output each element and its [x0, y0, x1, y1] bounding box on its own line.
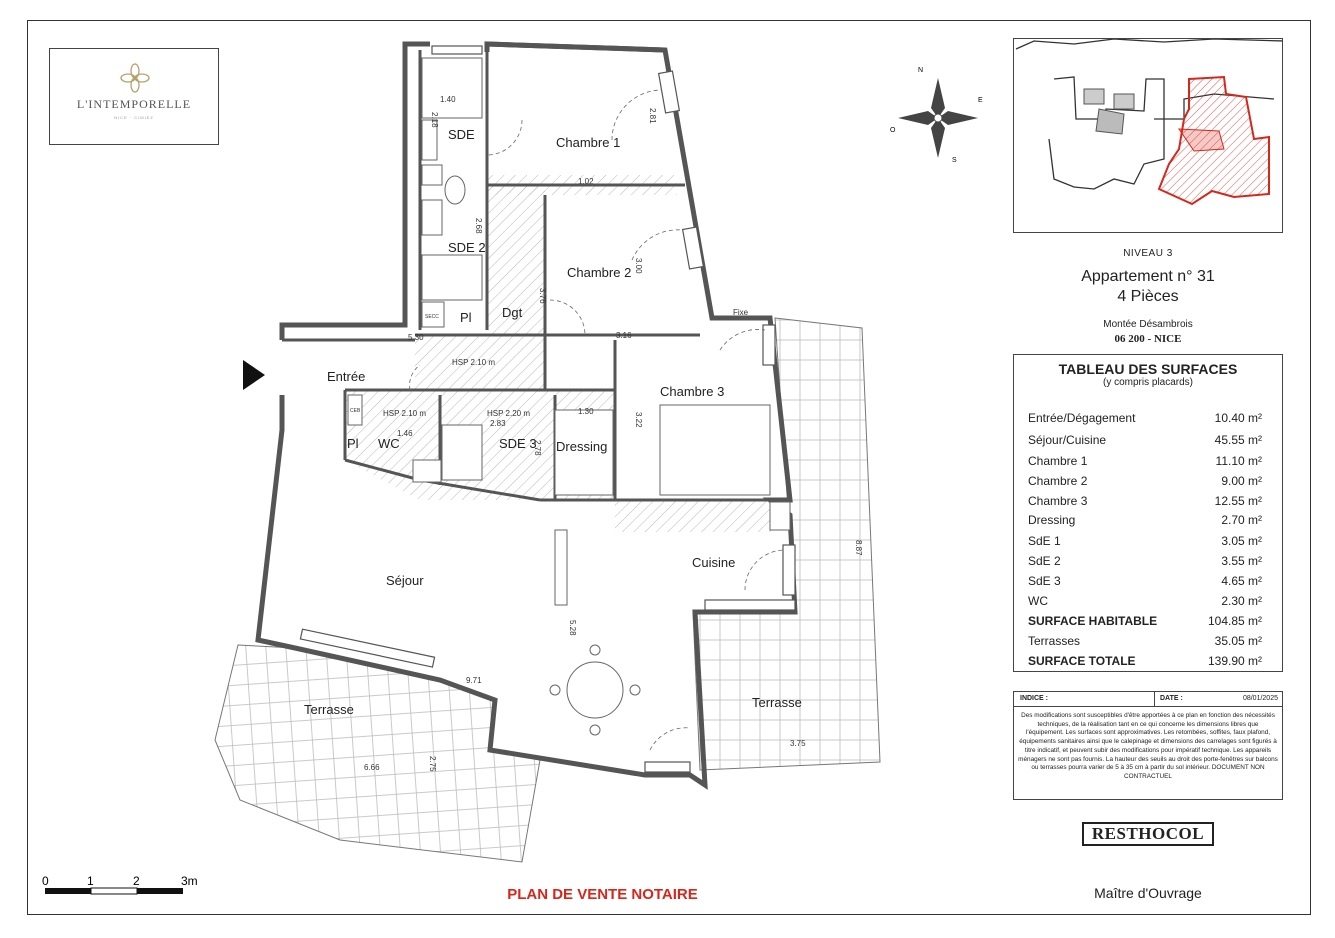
room-entree: Entrée	[327, 369, 366, 384]
surface-label: SURFACE TOTALE	[1028, 654, 1136, 668]
surface-value: 35.05 m²	[1214, 634, 1262, 648]
dim-label: 2.75	[428, 756, 437, 772]
surface-value: 3.55 m²	[1221, 554, 1262, 568]
room-chambre1: Chambre 1	[556, 135, 621, 150]
surface-row	[1028, 574, 1262, 592]
dim-label: 2.83	[490, 419, 506, 428]
surface-label: SdE 1	[1028, 534, 1061, 548]
dim-label: 1.30	[578, 407, 594, 416]
compass-s: S	[952, 157, 957, 164]
compass-o: O	[890, 127, 896, 134]
dim-label: 8.87	[854, 540, 863, 556]
compass-rose-icon	[890, 67, 983, 164]
dim-label: 1.02	[578, 177, 594, 186]
surface-row	[1028, 513, 1262, 531]
pieces: 4 Pièces	[1117, 288, 1179, 305]
surface-row	[1028, 634, 1262, 652]
dim-label: 3.16	[616, 331, 632, 340]
surface-label: Chambre 3	[1028, 494, 1088, 508]
surface-row	[1028, 554, 1262, 572]
surface-habitable-row	[1028, 614, 1262, 632]
surface-value: 12.55 m²	[1214, 494, 1262, 508]
maitre-ouvrage: Maître d'Ouvrage	[1094, 885, 1202, 901]
room-dressing: Dressing	[556, 439, 608, 454]
dim-label: Fixe	[733, 308, 749, 317]
surface-row	[1028, 454, 1262, 472]
surface-label: Entrée/Dégagement	[1028, 411, 1136, 425]
dim-label: CEB	[350, 408, 361, 414]
surfaces-subtitle: (y compris placards)	[1102, 377, 1194, 388]
surface-row	[1028, 534, 1262, 552]
notes-header	[1014, 692, 1282, 707]
room-sejour: Séjour	[386, 573, 424, 588]
dim-label: SECC	[425, 314, 439, 320]
surface-row	[1028, 474, 1262, 492]
surface-totale-row	[1028, 654, 1262, 672]
dim-label: 9.71	[466, 676, 482, 685]
room-cuisine: Cuisine	[692, 555, 736, 570]
dim-label: 3.76	[538, 288, 547, 304]
dim-label: 2.18	[430, 112, 439, 128]
room-terrasse-1: Terrasse	[304, 702, 354, 717]
surface-value: 11.10 m²	[1215, 454, 1262, 468]
surface-label: Terrasses	[1028, 634, 1081, 648]
room-chambre3: Chambre 3	[660, 384, 725, 399]
surfaces-title: TABLEAU DES SURFACES	[1058, 361, 1238, 377]
room-terrasse-2: Terrasse	[752, 695, 802, 710]
niveau: NIVEAU 3	[1123, 248, 1173, 259]
surface-row	[1028, 594, 1262, 612]
surface-label: Séjour/Cuisine	[1028, 433, 1107, 447]
dim-label: 6.66	[364, 763, 380, 772]
top-wall	[487, 44, 665, 50]
montee: Montée Désambrois	[1103, 319, 1193, 330]
dim-label: 5.28	[568, 620, 577, 636]
room-dgt: Dgt	[502, 305, 523, 320]
site-map	[1013, 38, 1283, 233]
compass-n: N	[918, 67, 924, 74]
surface-label: SdE 3	[1028, 574, 1061, 588]
surface-value: 104.85 m²	[1207, 614, 1262, 628]
notes-box	[1013, 691, 1283, 800]
dim-label: 2.78	[533, 440, 542, 456]
room-pl1: Pl	[460, 310, 472, 325]
scale-tick: 1	[87, 874, 94, 888]
surface-value: 45.55 m²	[1214, 433, 1262, 447]
logo-name: L'INTEMPORELLE	[76, 97, 192, 111]
resthocol-logo: RESTHOCOL	[1082, 822, 1214, 846]
hatched-kitchen-strip	[615, 500, 775, 532]
dim-label: 2.68	[474, 218, 483, 234]
disclaimer-text: Des modifications sont susceptibles d'être apportées à ce plan en fonction des nécessités techniques, de la réalisation tant en ce qui concerne les dimensions libres que l'équipement. Les surfaces sont approximatives. Les retombées, soffites, faux plafond, équipements sanitaires ainsi que le calepinage et dimensions des carrelages sont figurés à titre indicatif, et peuvent subir des modifications pour impératif technique. Les appareils ménagers ne sont pas fournis. La hauteur des seuils au droit des porte-fenêtres sur balcons ou terrasses pourra varier de 5 à 35 cm à partir du sol intérieur. DOCUMENT NON CONTRACTUEL	[1018, 712, 1278, 780]
compass-e: E	[978, 97, 983, 104]
dim-label: 3.22	[634, 412, 643, 428]
logo-subtitle: NICE · CIMIEZ	[114, 115, 154, 120]
appartement-number: Appartement n° 31	[1081, 268, 1215, 285]
dim-label: 5.30	[408, 333, 424, 342]
site-map-drawing	[1014, 39, 1283, 233]
surface-label: Chambre 1	[1028, 454, 1088, 468]
dim-label: HSP 2.10 m	[452, 358, 495, 367]
surface-row	[1028, 411, 1262, 429]
scale-tick: 2	[133, 874, 140, 888]
date-label: DATE :	[1160, 695, 1183, 702]
room-sde2: SDE 2	[448, 240, 486, 255]
surface-value: 2.30 m²	[1221, 594, 1262, 608]
surface-value: 139.90 m²	[1207, 654, 1262, 668]
surface-label: WC	[1028, 594, 1048, 608]
surface-row	[1028, 433, 1262, 451]
dim-label: 2.81	[648, 108, 657, 124]
room-sde: SDE	[448, 127, 475, 142]
surface-label: SURFACE HABITABLE	[1028, 614, 1158, 628]
room-sde3: SDE 3	[499, 436, 537, 451]
surface-label: Dressing	[1028, 513, 1076, 527]
scale-bar	[42, 874, 198, 894]
surface-row	[1028, 494, 1262, 512]
surface-label: SdE 2	[1028, 554, 1061, 568]
room-wc: WC	[378, 436, 400, 451]
date-value: 08/01/2025	[1242, 695, 1278, 702]
dim-label: 1.46	[397, 429, 413, 438]
surface-value: 2.70 m²	[1221, 513, 1262, 527]
surface-value: 4.65 m²	[1221, 574, 1262, 588]
surface-value: 9.00 m²	[1221, 474, 1262, 488]
dim-label: HSP 2.10 m	[383, 409, 426, 418]
indice-label: INDICE :	[1020, 695, 1048, 702]
terrace-left	[215, 645, 540, 862]
surface-value: 3.05 m²	[1221, 534, 1262, 548]
surfaces-table	[1013, 354, 1283, 672]
room-chambre2: Chambre 2	[567, 265, 632, 280]
room-pl2: Pl	[347, 436, 359, 451]
surface-value: 10.40 m²	[1214, 411, 1262, 425]
dim-label: 3.00	[634, 258, 643, 274]
scale-tick: 3m	[181, 874, 198, 888]
plan-de-vente-title: PLAN DE VENTE NOTAIRE	[507, 886, 698, 903]
scale-tick: 0	[42, 874, 49, 888]
outer-wall	[282, 44, 430, 340]
ville: 06 200 - NICE	[1114, 333, 1182, 345]
surface-label: Chambre 2	[1028, 474, 1088, 488]
entry-arrow-icon	[243, 360, 265, 390]
dim-label: HSP 2.20 m	[487, 409, 530, 418]
dim-label: 1.40	[440, 95, 456, 104]
dim-label: 3.75	[790, 739, 806, 748]
